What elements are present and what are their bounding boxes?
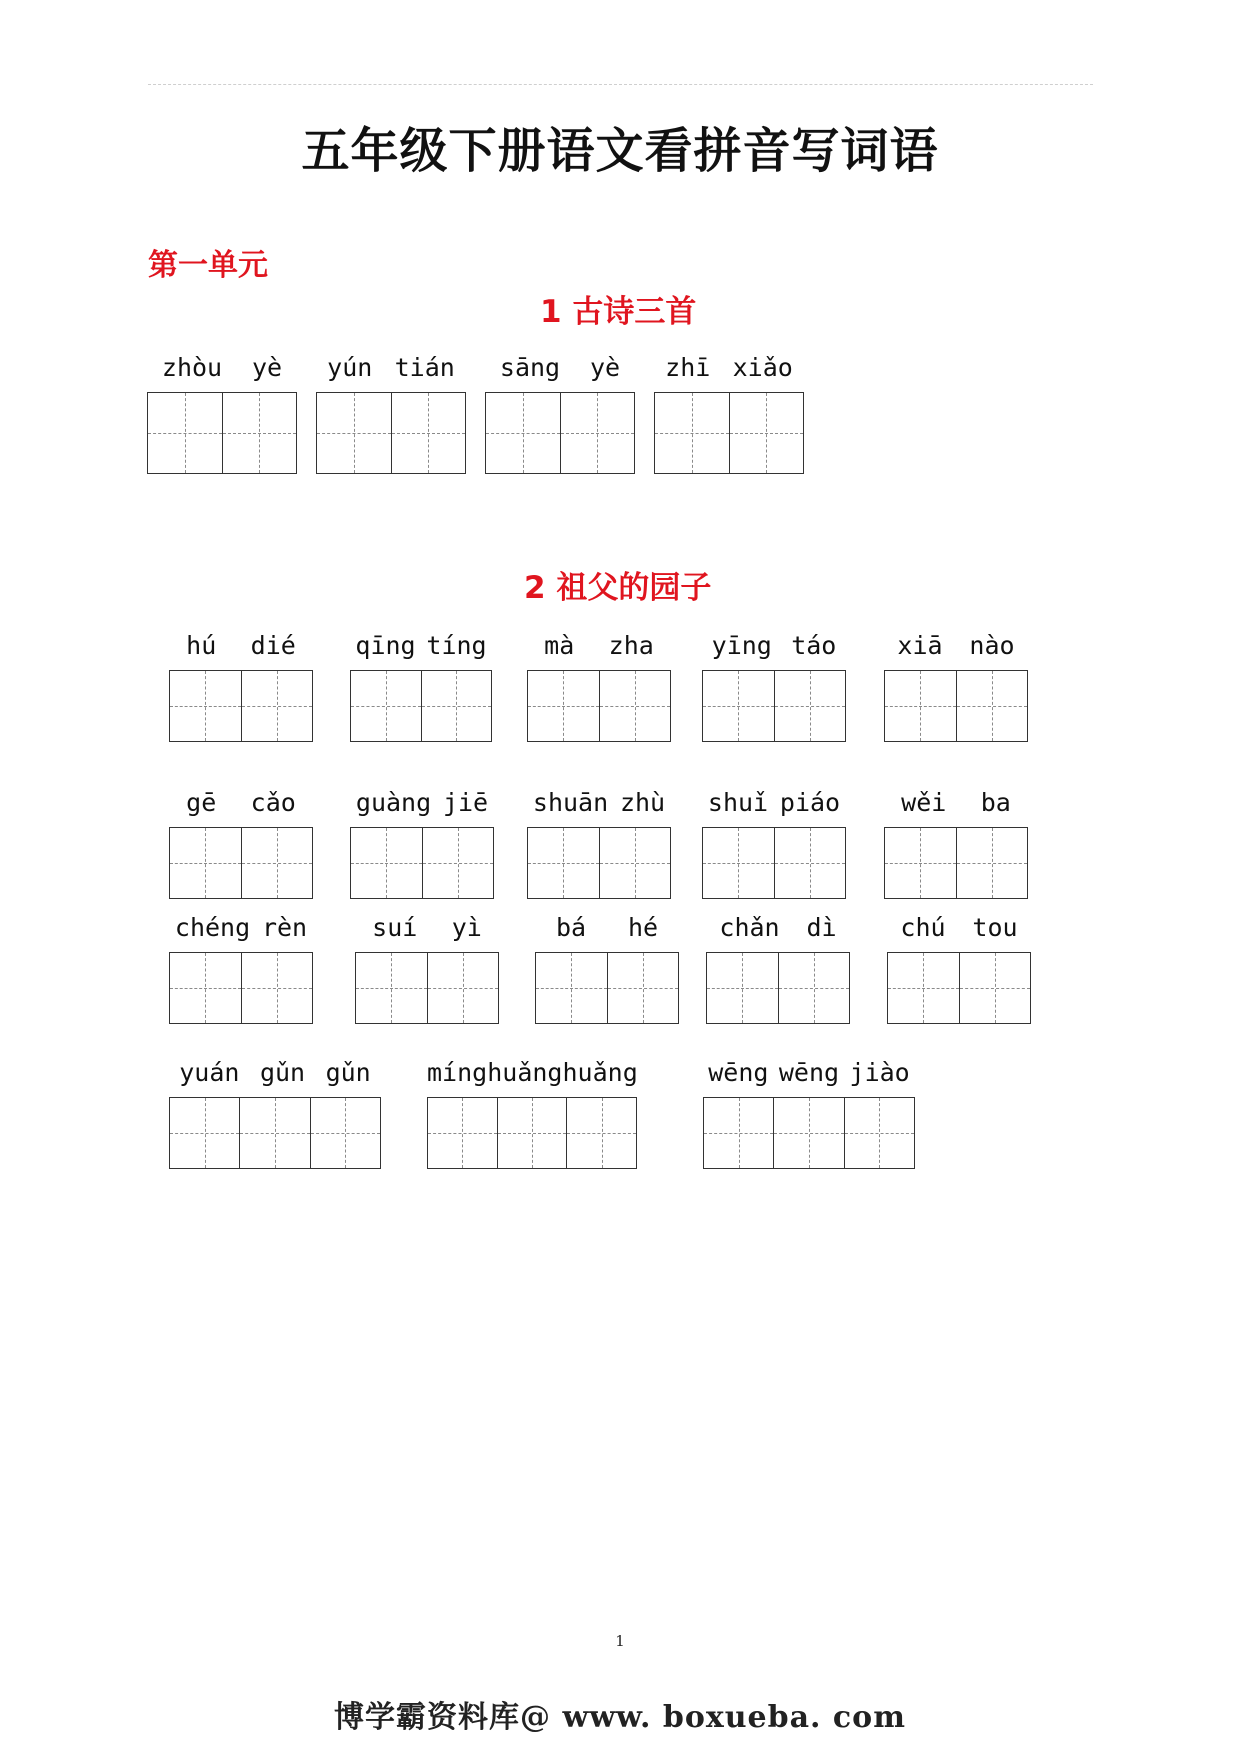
writing-cell[interactable] — [956, 671, 1028, 741]
pinyin-syllable: chéng — [174, 913, 251, 942]
word-item — [887, 910, 1031, 1024]
writing-cell[interactable] — [774, 828, 846, 898]
pinyin-syllable: ba — [980, 788, 1011, 817]
pinyin-syllable: zha — [608, 631, 654, 660]
pinyin-syllable: xiǎo — [732, 353, 793, 382]
pinyin-syllable: nào — [969, 631, 1015, 660]
pinyin-syllable: dié — [250, 631, 296, 660]
pinyin-syllable: jiē — [442, 788, 489, 817]
writing-cell[interactable] — [599, 828, 671, 898]
writing-cell[interactable] — [351, 671, 421, 741]
pinyin-row — [355, 910, 499, 946]
pinyin-row — [427, 1055, 637, 1091]
writing-cell[interactable] — [421, 671, 492, 741]
lesson-2-title: 2 祖父的园子 — [524, 570, 712, 606]
writing-cell[interactable] — [310, 1098, 380, 1168]
writing-cell[interactable] — [427, 953, 499, 1023]
word-item — [350, 785, 494, 899]
pinyin-row — [485, 350, 635, 386]
writing-cell[interactable] — [486, 393, 560, 473]
writing-cell[interactable] — [356, 953, 427, 1023]
pinyin-syllable: zhòu — [161, 353, 223, 382]
word-item — [884, 785, 1028, 899]
word-item — [654, 350, 804, 474]
pinyin-syllable: huǎng — [562, 1058, 638, 1087]
tianzige-grid — [169, 827, 313, 899]
tianzige-grid — [654, 392, 804, 474]
pinyin-syllable: shuǐ — [707, 788, 769, 817]
writing-cell[interactable] — [241, 671, 313, 741]
tianzige-grid — [706, 952, 850, 1024]
pinyin-row — [350, 628, 492, 664]
writing-cell[interactable] — [888, 953, 959, 1023]
writing-cell[interactable] — [729, 393, 804, 473]
pinyin-syllable: huǎng — [487, 1058, 563, 1087]
pinyin-syllable: gē — [186, 788, 217, 817]
word-item — [355, 910, 499, 1024]
word-item — [702, 785, 846, 899]
pinyin-syllable: yè — [589, 353, 621, 382]
unit-title: 第一单元 — [148, 248, 268, 283]
pinyin-row — [316, 350, 466, 386]
pinyin-row — [884, 785, 1028, 821]
writing-cell[interactable] — [497, 1098, 567, 1168]
pinyin-row — [706, 910, 850, 946]
pinyin-row — [169, 785, 313, 821]
word-item — [535, 910, 679, 1024]
writing-cell[interactable] — [704, 1098, 773, 1168]
page-number: 1 — [615, 1632, 625, 1650]
page-title: 五年级下册语文看拼音写词语 — [301, 123, 939, 179]
tianzige-grid — [350, 670, 492, 742]
pinyin-row — [169, 1055, 381, 1091]
word-item — [706, 910, 850, 1024]
pinyin-row — [147, 350, 297, 386]
tianzige-grid — [350, 827, 494, 899]
tianzige-grid — [884, 670, 1028, 742]
tianzige-grid — [884, 827, 1028, 899]
tianzige-grid — [355, 952, 499, 1024]
tianzige-grid — [702, 827, 846, 899]
tianzige-grid — [427, 1097, 637, 1169]
writing-cell[interactable] — [317, 393, 391, 473]
word-item — [147, 350, 297, 474]
writing-cell[interactable] — [528, 671, 599, 741]
tianzige-grid — [147, 392, 297, 474]
writing-cell[interactable] — [170, 671, 241, 741]
pinyin-row — [350, 785, 494, 821]
writing-cell[interactable] — [391, 393, 466, 473]
tianzige-grid — [169, 1097, 381, 1169]
writing-cell[interactable] — [774, 671, 846, 741]
pinyin-syllable: piáo — [779, 788, 841, 817]
writing-cell[interactable] — [566, 1098, 636, 1168]
tianzige-grid — [485, 392, 635, 474]
word-item — [527, 628, 671, 742]
word-item — [527, 785, 671, 899]
tianzige-grid — [703, 1097, 915, 1169]
writing-cell[interactable] — [241, 828, 313, 898]
pinyin-syllable: wēng — [708, 1058, 769, 1087]
tianzige-grid — [527, 670, 671, 742]
writing-cell[interactable] — [536, 953, 607, 1023]
writing-cell[interactable] — [170, 828, 241, 898]
writing-cell[interactable] — [607, 953, 679, 1023]
pinyin-row — [703, 1055, 915, 1091]
pinyin-syllable: táo — [791, 631, 837, 660]
pinyin-syllable: tián — [394, 353, 455, 382]
writing-cell[interactable] — [351, 828, 422, 898]
pinyin-syllable: sāng — [499, 353, 561, 382]
pinyin-syllable: wēng — [778, 1058, 840, 1087]
writing-cell[interactable] — [956, 828, 1028, 898]
writing-cell[interactable] — [148, 393, 222, 473]
pinyin-syllable: guàng — [355, 788, 432, 817]
writing-cell[interactable] — [885, 828, 956, 898]
pinyin-row — [169, 628, 313, 664]
tianzige-grid — [169, 952, 313, 1024]
writing-cell[interactable] — [655, 393, 729, 473]
footer-watermark: 博学霸资料库@ www. boxueba. com — [334, 1700, 906, 1735]
pinyin-syllable: yè — [251, 353, 283, 382]
word-item — [884, 628, 1028, 742]
pinyin-syllable: rèn — [261, 913, 308, 942]
writing-cell[interactable] — [428, 1098, 497, 1168]
pinyin-syllable: wěi — [901, 788, 947, 817]
tianzige-grid — [887, 952, 1031, 1024]
lesson-1-title: 1 古诗三首 — [540, 294, 697, 330]
pinyin-row — [884, 628, 1028, 664]
word-item — [169, 1055, 381, 1169]
word-item — [169, 628, 313, 742]
word-item — [316, 350, 466, 474]
pinyin-syllable: yuán — [179, 1058, 240, 1087]
pinyin-syllable: yún — [327, 353, 373, 382]
word-item — [169, 910, 313, 1024]
pinyin-row — [702, 785, 846, 821]
writing-cell[interactable] — [703, 671, 774, 741]
writing-cell[interactable] — [422, 828, 494, 898]
pinyin-syllable: míng — [427, 1058, 488, 1087]
writing-cell[interactable] — [703, 828, 774, 898]
word-item — [702, 628, 846, 742]
writing-cell[interactable] — [170, 1098, 239, 1168]
pinyin-syllable: zhù — [619, 788, 666, 817]
pinyin-syllable: yīng — [711, 631, 772, 660]
word-item — [427, 1055, 637, 1169]
pinyin-syllable: suí — [372, 913, 418, 942]
pinyin-syllable: qīng — [355, 631, 416, 660]
writing-cell[interactable] — [707, 953, 778, 1023]
pinyin-row — [654, 350, 804, 386]
pinyin-syllable: yì — [451, 913, 482, 942]
writing-cell[interactable] — [778, 953, 850, 1023]
pinyin-syllable: bá — [555, 913, 587, 942]
writing-cell[interactable] — [528, 828, 599, 898]
pinyin-syllable: hé — [627, 913, 659, 942]
writing-cell[interactable] — [885, 671, 956, 741]
writing-cell[interactable] — [599, 671, 671, 741]
word-item — [350, 628, 492, 742]
top-divider — [148, 84, 1093, 85]
pinyin-row — [169, 910, 313, 946]
writing-cell[interactable] — [170, 953, 241, 1023]
pinyin-syllable: gǔn — [259, 1058, 306, 1087]
pinyin-syllable: jiào — [849, 1058, 910, 1087]
writing-cell[interactable] — [239, 1098, 309, 1168]
pinyin-syllable: xiā — [897, 631, 943, 660]
tianzige-grid — [527, 827, 671, 899]
word-item — [703, 1055, 915, 1169]
pinyin-syllable: tou — [972, 913, 1018, 942]
word-item — [169, 785, 313, 899]
pinyin-syllable: dì — [806, 913, 837, 942]
tianzige-grid — [316, 392, 466, 474]
writing-cell[interactable] — [773, 1098, 843, 1168]
writing-cell[interactable] — [241, 953, 313, 1023]
tianzige-grid — [702, 670, 846, 742]
pinyin-syllable: chú — [900, 913, 946, 942]
pinyin-row — [887, 910, 1031, 946]
pinyin-row — [527, 785, 671, 821]
pinyin-syllable: chǎn — [719, 913, 780, 942]
writing-cell[interactable] — [560, 393, 635, 473]
pinyin-row — [702, 628, 846, 664]
pinyin-row — [527, 628, 671, 664]
pinyin-syllable: zhī — [665, 353, 711, 382]
writing-cell[interactable] — [844, 1098, 914, 1168]
word-item — [485, 350, 635, 474]
pinyin-syllable: cǎo — [250, 788, 296, 817]
pinyin-syllable: shuān — [532, 788, 609, 817]
pinyin-syllable: tíng — [426, 631, 487, 660]
tianzige-grid — [169, 670, 313, 742]
writing-cell[interactable] — [959, 953, 1031, 1023]
pinyin-syllable: mà — [544, 631, 575, 660]
pinyin-row — [535, 910, 679, 946]
pinyin-syllable: gǔn — [325, 1058, 371, 1087]
writing-cell[interactable] — [222, 393, 297, 473]
tianzige-grid — [535, 952, 679, 1024]
pinyin-syllable: hú — [186, 631, 217, 660]
